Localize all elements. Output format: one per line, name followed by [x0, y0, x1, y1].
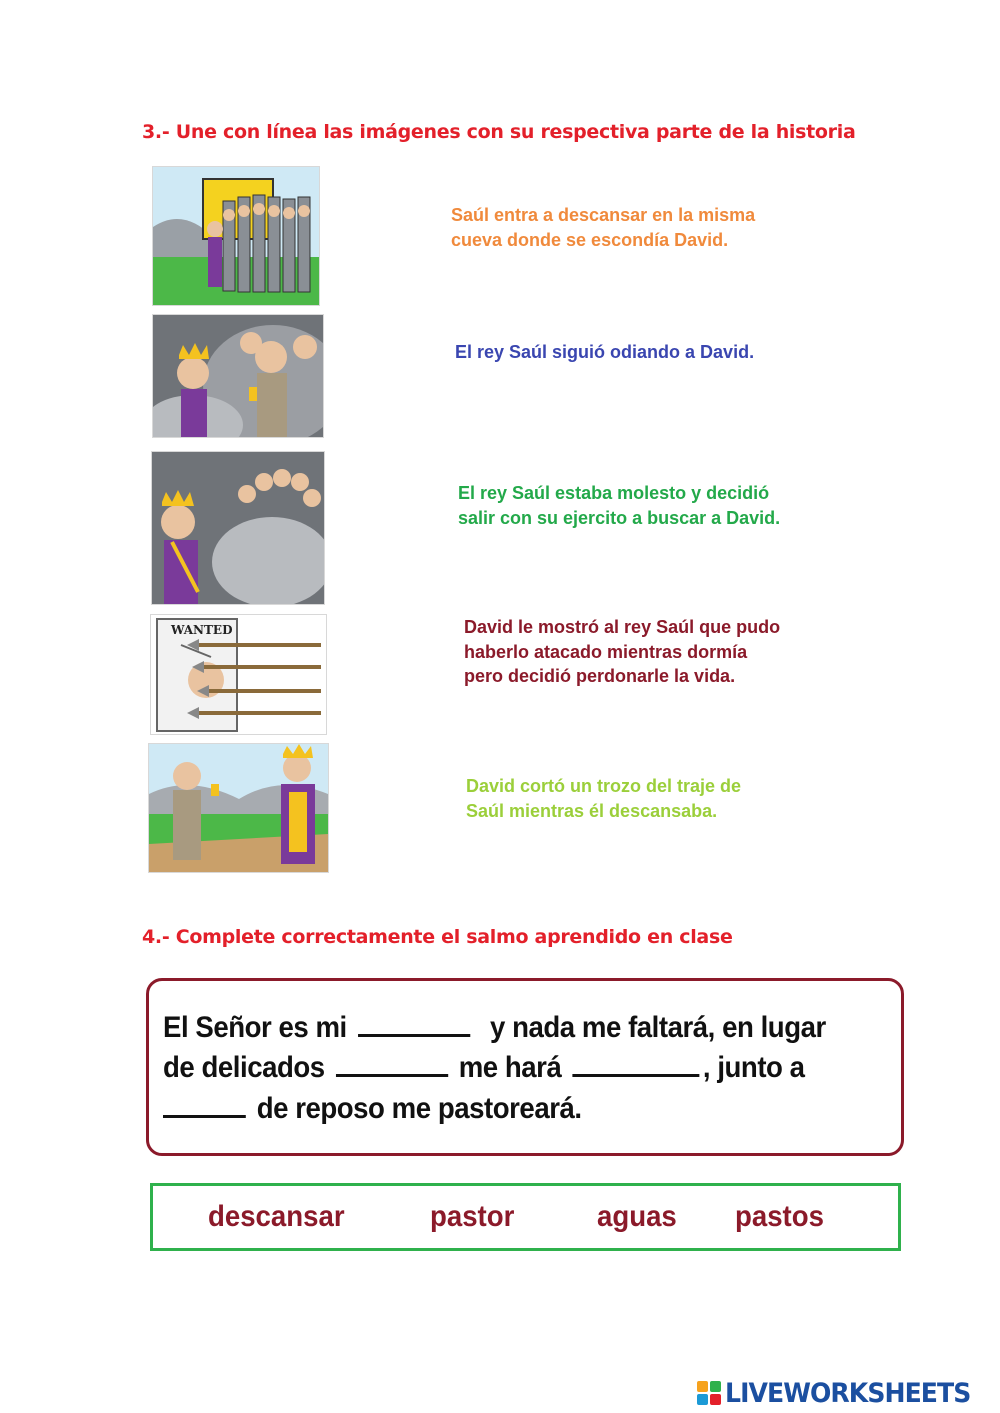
wanted-poster-illustration[interactable] — [150, 614, 327, 735]
psalm-line-2 — [163, 1051, 805, 1085]
army-march-illustration[interactable] — [152, 166, 320, 306]
blank-2[interactable] — [336, 1052, 448, 1077]
caption-line: salir con su ejercito a buscar a David. — [458, 508, 781, 528]
caption-5[interactable] — [466, 774, 741, 824]
word-pastor[interactable]: pastor — [430, 1200, 515, 1233]
caption-1[interactable] — [451, 203, 755, 253]
caption-line: cueva donde se escondía David. — [451, 230, 729, 250]
blank-3[interactable] — [572, 1052, 699, 1077]
liveworksheets-logo-icon — [697, 1381, 723, 1407]
psalm-text: me hará — [458, 1051, 562, 1084]
caption-line: El rey Saúl siguió odiando a David. — [455, 342, 755, 362]
blank-4[interactable] — [163, 1093, 246, 1118]
psalm-line-1 — [163, 1011, 826, 1045]
caption-3[interactable] — [458, 481, 780, 531]
psalm-text: de reposo me pastoreará. — [256, 1092, 582, 1125]
word-bank — [150, 1183, 901, 1251]
blank-1[interactable] — [358, 1012, 470, 1037]
psalm-text: y nada me faltará, en lugar — [490, 1011, 826, 1044]
psalm-text: de delicados — [163, 1051, 325, 1084]
psalm-box — [146, 978, 904, 1156]
david-showing-cloth-illustration[interactable] — [148, 743, 329, 873]
caption-line: David cortó un trozo del traje de — [466, 776, 742, 796]
caption-4[interactable] — [464, 615, 780, 689]
psalm-line-3 — [163, 1092, 582, 1126]
brand-name: LIVEWORKSHEETS — [725, 1378, 971, 1409]
caption-line: Saúl mientras él descansaba. — [466, 801, 718, 821]
caption-2[interactable] — [455, 340, 754, 365]
word-pastos[interactable]: pastos — [735, 1200, 824, 1233]
caption-line: pero decidió perdonarle la vida. — [464, 666, 736, 686]
psalm-text: El Señor es mi — [163, 1011, 347, 1044]
caption-line: David le mostró al rey Saúl que pudo — [464, 617, 781, 637]
caption-line: Saúl entra a descansar en la misma — [451, 205, 756, 225]
wanted-label: WANTED — [171, 623, 233, 637]
psalm-text: , junto a — [702, 1051, 805, 1084]
section-4-title: 4.- Complete correctamente el salmo aprendido en clase — [142, 926, 733, 948]
cave-soldiers-illustration[interactable] — [151, 451, 325, 605]
caption-line: haberlo atacado mientras dormía — [464, 641, 748, 662]
section-3-title: 3.- Une con línea las imágenes con su respectiva parte de la historia — [142, 121, 856, 143]
word-descansar[interactable]: descansar — [208, 1200, 345, 1233]
cave-hiding-illustration[interactable] — [152, 314, 324, 438]
caption-line: El rey Saúl estaba molesto y decidió — [458, 483, 770, 503]
word-aguas[interactable]: aguas — [597, 1200, 677, 1233]
liveworksheets-logo[interactable] — [697, 1377, 997, 1411]
